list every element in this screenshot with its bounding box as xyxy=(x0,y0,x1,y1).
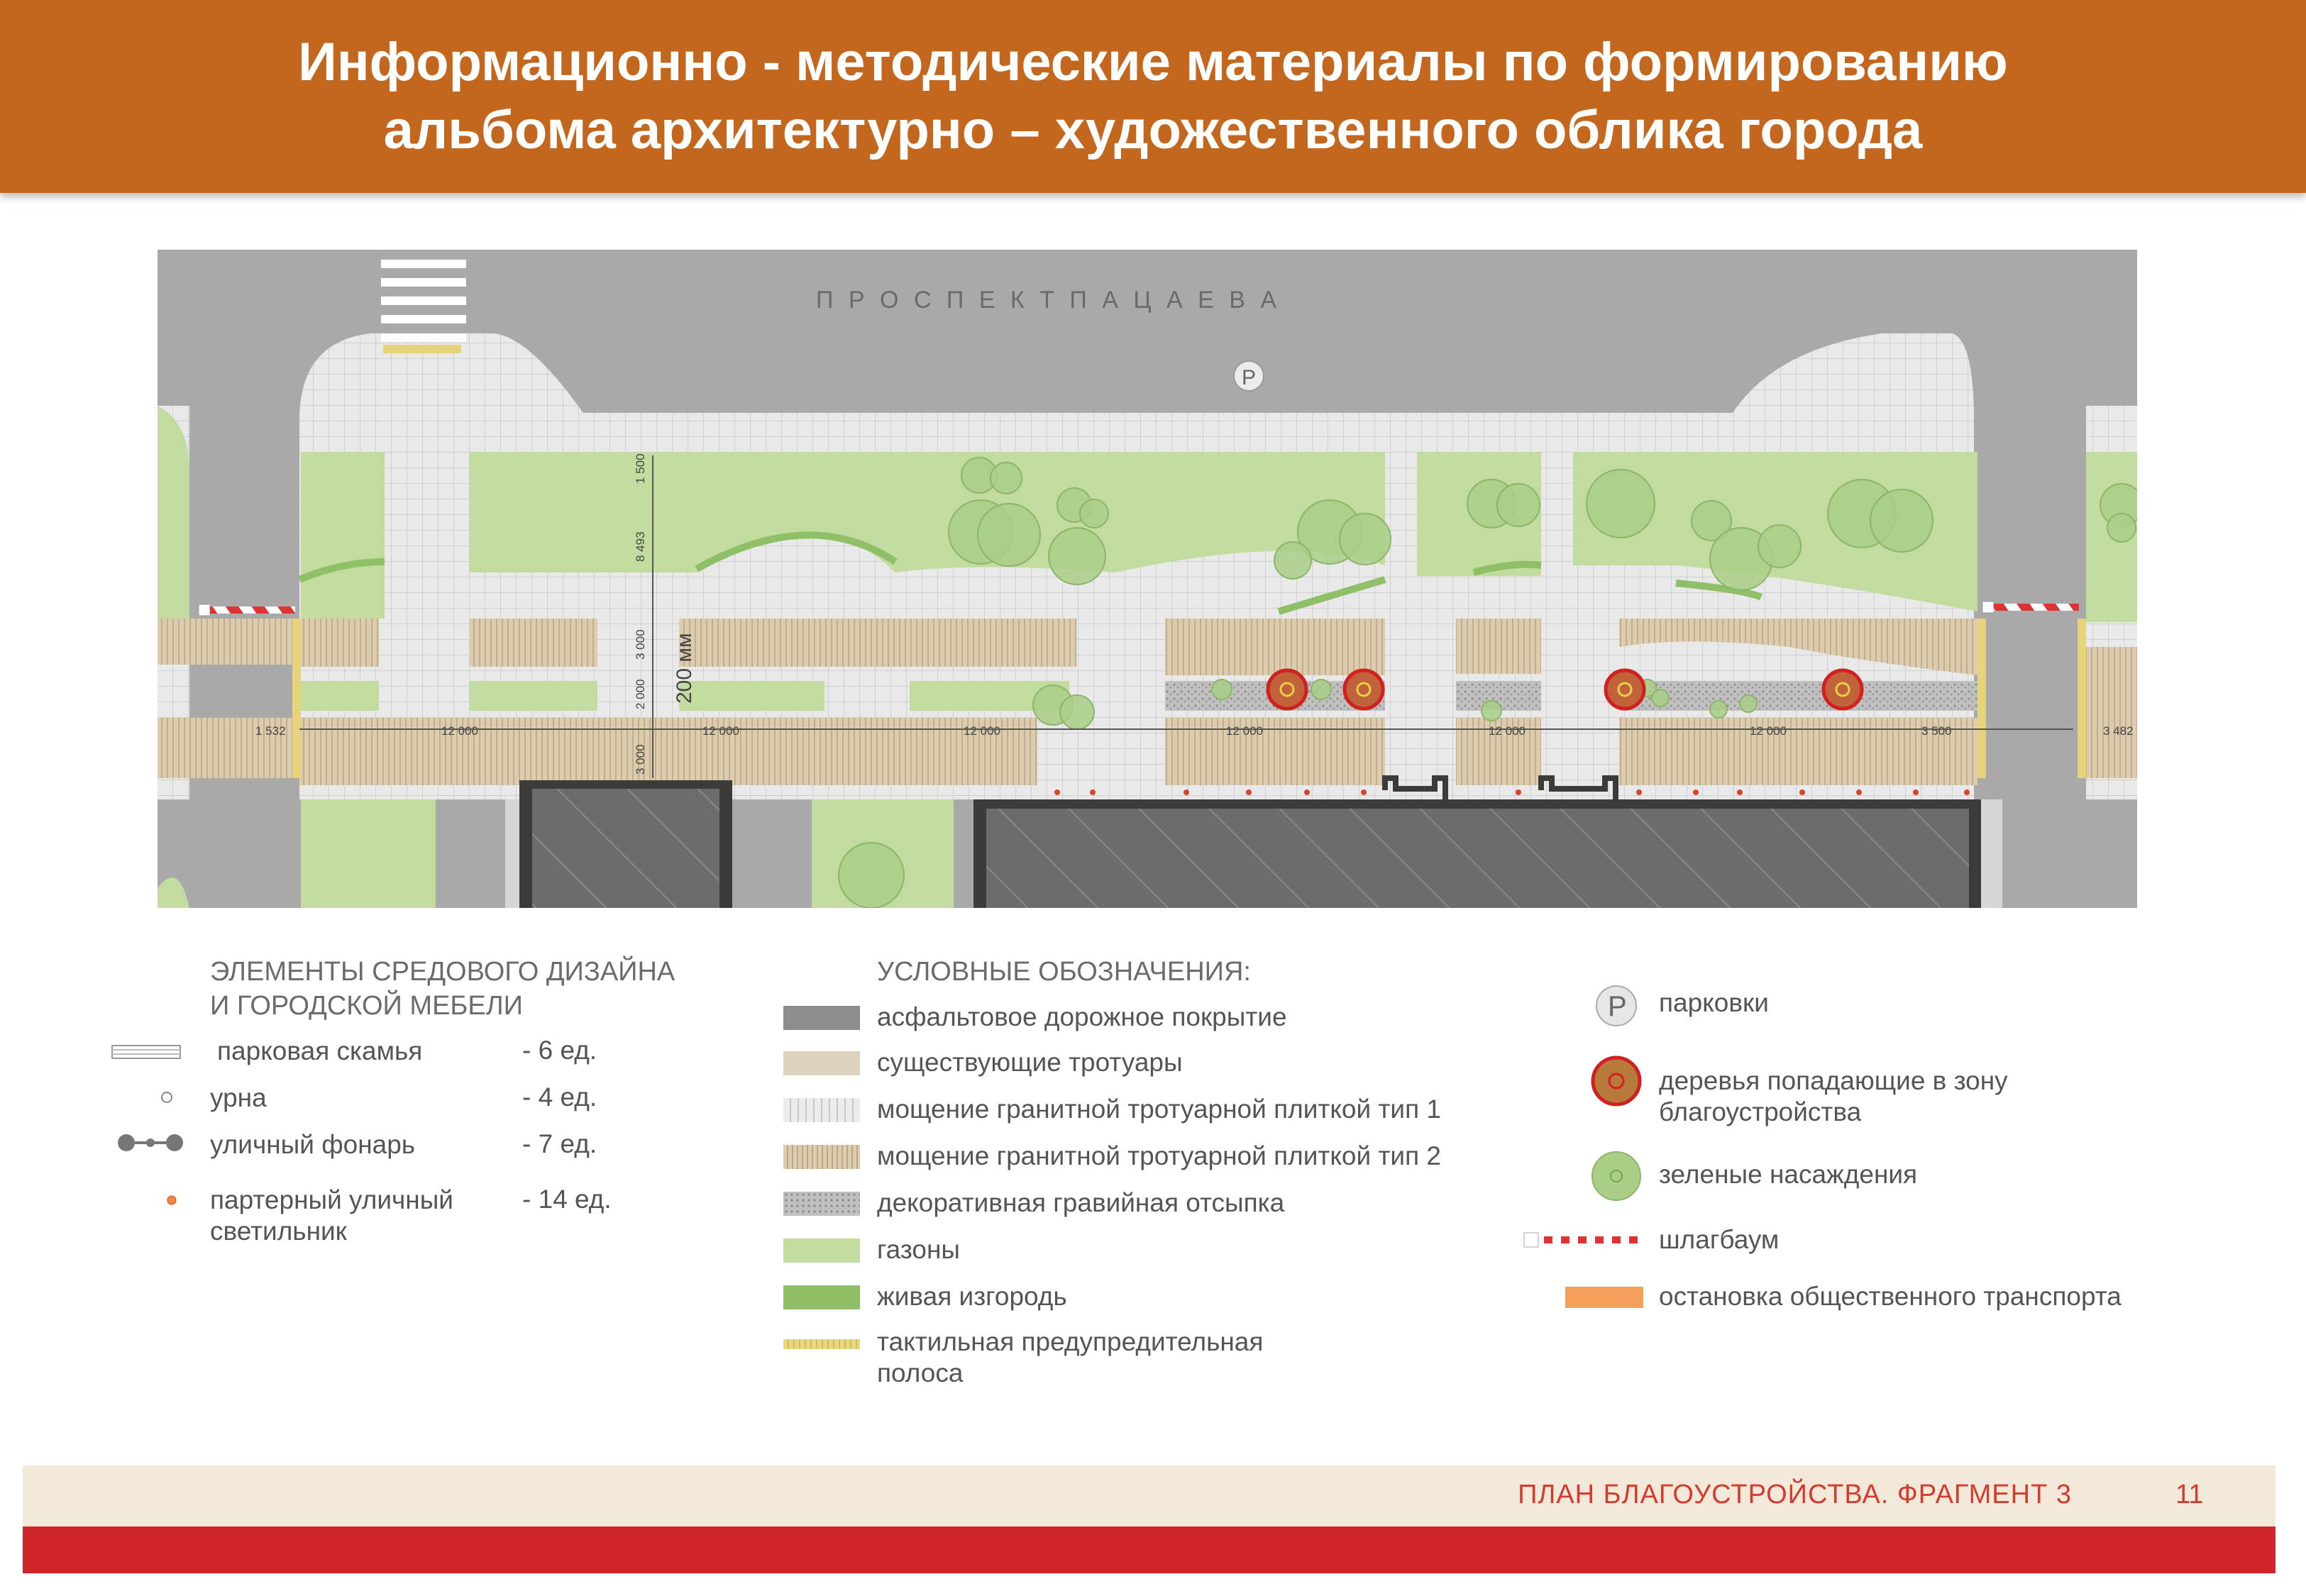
legend-tactile-2: полоса xyxy=(877,1358,964,1387)
parking-legend-icon xyxy=(1594,983,1639,1029)
dim-seg-8: 3 500 xyxy=(1921,724,1952,738)
urn-icon xyxy=(159,1090,175,1105)
legend-existing-sidewalk: существующие тротуары xyxy=(877,1048,1183,1077)
legend-barrier: шлагбаум xyxy=(1659,1225,1780,1254)
barrier-legend-icon xyxy=(1523,1231,1643,1248)
dim-seg-6: 12 000 xyxy=(1489,724,1526,738)
legend-parking: парковки xyxy=(1659,988,1769,1017)
furniture-label-bench: парковая скамья xyxy=(217,1036,423,1065)
legend-title: УСЛОВНЫЕ ОБОЗНАЧЕНИЯ: xyxy=(877,957,1251,987)
furniture-title: ЭЛЕМЕНТЫ СРЕДОВОГО ДИЗАЙНА И ГОРОДСКОЙ МЕБЕЛИ xyxy=(210,957,675,1021)
dim-seg-3: 12 000 xyxy=(702,724,739,738)
footer-title: ПЛАН БЛАГОУСТРОЙСТВА. ФРАГМЕНТ 3 xyxy=(1518,1480,2072,1509)
furniture-count-lamp: - 7 ед. xyxy=(522,1129,597,1158)
dim-seg-7: 12 000 xyxy=(1750,724,1787,738)
furniture-label-lamp: уличный фонарь xyxy=(210,1130,416,1159)
furniture-label-ground-light-1: партерный уличный xyxy=(210,1185,453,1214)
svg-text:P: P xyxy=(1242,366,1257,389)
furniture-count-urn: - 4 ед. xyxy=(522,1082,597,1112)
legend-trees-zone-2: благоустройства xyxy=(1659,1097,1862,1126)
page-number: 11 xyxy=(2175,1480,2204,1509)
dim-200mm: 200 мм xyxy=(673,633,696,704)
header-title-line2: альбома архитектурно – художественного облика города xyxy=(383,100,1923,160)
header-title-line1: Информационно - методические материалы по формированию xyxy=(298,32,2008,92)
dim-v1: 1 500 xyxy=(634,453,647,484)
legend-trees-zone-1: деревья попадающие в зону xyxy=(1659,1066,2008,1095)
swatch-gravel xyxy=(783,1192,860,1216)
dim-v4: 2 000 xyxy=(634,679,647,709)
swatch-paving-type1 xyxy=(783,1098,860,1122)
legend-lawn: газоны xyxy=(877,1235,960,1264)
furniture-label-ground-light-2: светильник xyxy=(210,1217,347,1246)
svg-text:P: P xyxy=(1608,991,1627,1022)
dim-seg-2: 12 000 xyxy=(441,724,478,738)
legend-paving-type1: мощение гранитной тротуарной плиткой тип 1 xyxy=(877,1095,1441,1124)
furniture-count-bench: - 6 ед. xyxy=(522,1036,597,1065)
swatch-asphalt xyxy=(783,1006,860,1030)
green-planting-icon xyxy=(1589,1149,1643,1203)
street-lamp-icon xyxy=(116,1131,184,1155)
legend-tactile-1: тактильная предупредительная xyxy=(877,1327,1264,1356)
furniture-label-urn: урна xyxy=(210,1083,267,1112)
swatch-tactile xyxy=(783,1339,860,1349)
dim-seg-1: 1 532 xyxy=(255,724,286,738)
swatch-existing-sidewalk xyxy=(783,1051,860,1075)
legend-hedge: живая изгородь xyxy=(877,1282,1067,1311)
dim-v2: 8 493 xyxy=(634,531,647,562)
legend-asphalt: асфальтовое дорожное покрытие xyxy=(877,1002,1287,1031)
legend-paving-type2: мощение гранитной тротуарной плиткой тип 2 xyxy=(877,1141,1441,1170)
swatch-transit-stop xyxy=(1565,1287,1643,1308)
tree-in-zone-icon xyxy=(1589,1054,1643,1108)
parking-icon xyxy=(1234,361,1264,391)
legend-gravel: декоративная гравийная отсыпка xyxy=(877,1188,1285,1217)
swatch-lawn xyxy=(783,1238,860,1263)
swatch-hedge xyxy=(783,1285,860,1309)
ground-light-icon xyxy=(166,1195,177,1206)
swatch-paving-type2 xyxy=(783,1145,860,1169)
dim-v5: 3 000 xyxy=(634,744,647,775)
dim-v3: 3 000 xyxy=(634,629,647,660)
footer-red-bar xyxy=(23,1526,2275,1573)
dim-seg-4: 12 000 xyxy=(964,724,1000,738)
street-name: П Р О С П Е К Т П А Ц А Е В А xyxy=(816,287,1281,314)
legend-transit-stop: остановка общественного транспорта xyxy=(1659,1282,2122,1311)
header-banner xyxy=(0,0,2306,193)
legend-green-plantings: зеленые насаждения xyxy=(1659,1160,1918,1189)
furniture-count-ground-light: - 14 ед. xyxy=(522,1185,612,1214)
dim-seg-5: 12 000 xyxy=(1226,724,1263,738)
dim-seg-9: 3 482 xyxy=(2103,724,2134,738)
site-plan xyxy=(158,250,2137,908)
bench-icon xyxy=(111,1043,182,1061)
